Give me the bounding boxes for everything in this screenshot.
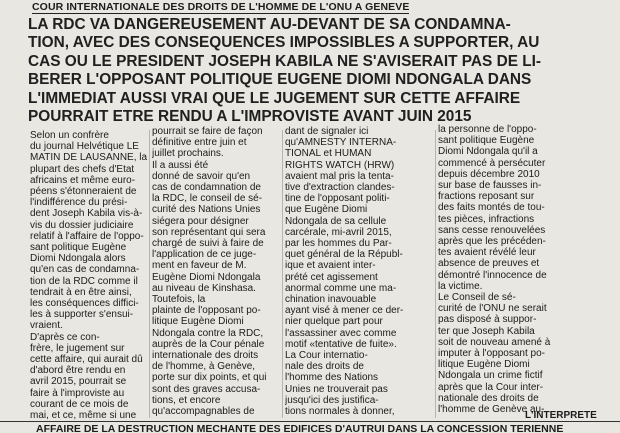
article-text-line: litique Eugène Diomi xyxy=(152,316,244,328)
column-divider xyxy=(282,130,283,418)
article-text-line: l'assassiner avec comme xyxy=(285,327,397,339)
article-text-line: Diomi Ndongala alors xyxy=(30,253,126,265)
article-text-line: dent Joseph Kabila vis-à- xyxy=(30,208,143,220)
article-text-line: pourrait se faire de façon xyxy=(152,126,263,137)
article-text-line: faire à l'improviste au xyxy=(30,387,125,399)
byline-signature: L'INTERPRETE xyxy=(525,410,597,421)
article-text-line: l'indifférence du prési- xyxy=(30,197,128,209)
article-text-line: des faits montés de tou- xyxy=(438,202,545,214)
article-text-line: l'application de ce juge- xyxy=(152,249,257,261)
article-text-line: RIGHTS WATCH (HRW) xyxy=(285,159,395,171)
article-text-line: la RDC, le conseil de sé- xyxy=(152,193,263,205)
article-column-2 xyxy=(152,126,280,416)
article-text-line: imputer à l'opposant po- xyxy=(438,348,545,360)
article-text-line: anormal comme une ma- xyxy=(285,282,397,294)
article-text-line: sant politique Eugène xyxy=(30,242,127,254)
article-text-line: tes pièces, infractions xyxy=(438,213,535,225)
article-text-line: qu'accompagnables de xyxy=(152,406,255,416)
article-text-line: plupart des chefs d'Etat xyxy=(30,163,135,175)
article-text-line: fractions reposant sur xyxy=(438,191,535,203)
article-text-line: démontré l'innocence de xyxy=(438,269,547,281)
article-text-line: absence de preuves et xyxy=(438,258,540,270)
article-text-line: motif «tentative de fuite». xyxy=(285,338,397,350)
article-text-line: curité des Nations Unies xyxy=(152,204,261,216)
article-text-line: Eugène Diomi Ndongala xyxy=(152,271,261,283)
article-text-line: tine de l'opposant politi- xyxy=(285,193,390,205)
article-text-line: Selon un confrère xyxy=(30,130,109,141)
article-text-line: les conséquences diffici- xyxy=(30,298,139,310)
article-text-line: ayant visé à mener ce der- xyxy=(285,305,404,317)
article-text-line: vis du dossier judiciaire xyxy=(30,219,134,231)
article-text-line: relatif à l'affaire de l'oppo- xyxy=(30,230,144,242)
article-text-line: chination inavouable xyxy=(285,294,377,306)
article-text-line: chargé de suivi à faire de xyxy=(152,238,264,250)
article-text-line: ter que Joseph Kabila xyxy=(438,325,535,337)
article-text-line: Ndongala un crime fictif xyxy=(438,370,543,382)
article-text-line: avaient mal pris la tenta- xyxy=(285,170,394,182)
article-text-line: du journal Helvétique LE xyxy=(30,141,139,153)
article-column-4 xyxy=(438,124,590,414)
article-text-line: nale des droits de xyxy=(285,361,364,373)
headline-line: CAS OU LE PRESIDENT JOSEPH KABILA NE S'AVISERAIT PAS DE LI- xyxy=(28,52,542,70)
article-text-line: juillet prochains. xyxy=(152,148,224,160)
headline-line: POURRAIT ETRE RENDU A L'IMPROVISTE AVANT JUIN 2015 xyxy=(28,108,472,126)
article-text-line: Ndongala de sa cellule xyxy=(285,215,387,227)
article-text-line: avril 2015, pourrait se xyxy=(30,376,127,388)
article-text-line: nier quelque part pour xyxy=(285,316,383,328)
article-text-line: curité de l'ONU ne serait xyxy=(438,303,547,315)
column-divider xyxy=(435,130,436,418)
article-text-line: ique et avaient inter- xyxy=(285,260,376,272)
article-text-line: carcérale, mi-avril 2015, xyxy=(285,226,392,238)
article-text-line: sant politique Eugène xyxy=(438,135,535,147)
article-text-line: africains et même euro- xyxy=(30,174,136,186)
next-article-headline: AFFAIRE DE LA DESTRUCTION MECHANTE DES EDIFICES D'AUTRUI DANS LA CONCESSION TERIENNE xyxy=(36,423,564,433)
article-text-line: Il a aussi été xyxy=(152,159,209,171)
article-text-line: Unies ne trouverait pas xyxy=(285,383,388,395)
article-text-line: prété cet agissement xyxy=(285,271,378,283)
article-text-line: définitive entre juin et xyxy=(152,137,247,149)
article-text-line: MATIN DE LAUSANNE, la xyxy=(30,152,147,164)
headline-line: LA RDC VA DANGEREUSEMENT AU-DEVANT DE SA CONDAMNA- xyxy=(28,16,511,33)
article-text-line: sont des graves accusa- xyxy=(152,383,261,395)
article-text-line: après que les précéden- xyxy=(438,236,546,248)
article-text-line: mai, et ce, même si une xyxy=(30,410,137,420)
article-text-line: vraient. xyxy=(30,320,63,332)
article-text-line: ment en faveur de M. xyxy=(152,260,247,272)
article-text-line: au niveau de Kinshasa. xyxy=(152,282,256,294)
headline-line: L'IMMEDIAT AUSSI VRAI QUE LE JUGEMENT SUR CETTE AFFAIRE xyxy=(28,89,521,107)
article-text-line: Le Conseil de sé- xyxy=(438,292,516,304)
article-text-line: l'homme des Nations xyxy=(285,372,379,384)
article-text-line: TIONAL et HUMAN xyxy=(285,148,372,160)
article-text-line: plainte de l'opposant po- xyxy=(152,305,261,317)
article-text-line: dant de signaler ici xyxy=(285,126,369,137)
article-text-line: la victime. xyxy=(438,280,483,292)
article-text-line: cas de condamnation de xyxy=(152,182,261,194)
article-text-line: depuis décembre 2010 xyxy=(438,168,540,180)
article-text-line: tes avaient révélé leur xyxy=(438,247,536,259)
article-text-line: tions normales à donner, xyxy=(285,406,395,416)
headline-line: TION, AVEC DES CONSEQUENCES IMPOSSIBLES A SUPPORTER, AU xyxy=(28,34,540,52)
article-text-line: sur base de fausses in- xyxy=(438,180,542,192)
headline xyxy=(28,16,614,126)
article-text-line: d'abord être rendu en xyxy=(30,365,126,377)
article-text-line: de l'homme, à Genève, xyxy=(152,361,256,373)
article-text-line: la personne de l'oppo- xyxy=(438,124,537,135)
article-text-line: siégera pour désigner xyxy=(152,215,249,227)
article-column-3 xyxy=(285,126,433,416)
article-text-line: commencé à persécuter xyxy=(438,157,546,169)
column-divider xyxy=(149,130,150,418)
article-text-line: internationale des droits xyxy=(152,350,259,362)
article-text-line: son représentant qui sera xyxy=(152,226,266,238)
article-text-line: quet général de la Républ- xyxy=(285,249,403,261)
article-text-line: pas disposé à suppor- xyxy=(438,314,537,326)
article-text-line: litique Eugène Diomi xyxy=(438,359,530,371)
article-text-line: tion de la RDC comme il xyxy=(30,275,138,287)
section-label: COUR INTERNATIONALE DES DROITS DE L'HOMME DE L'ONU A GENEVE xyxy=(32,1,410,13)
article-text-line: tive d'extraction clandes- xyxy=(285,182,395,194)
article-text-line: péens s'étonneraient de xyxy=(30,186,137,198)
article-text-line: D'après ce con- xyxy=(30,331,100,343)
article-text-line: frère, le jugement sur xyxy=(30,342,125,354)
article-text-line: l'homme de Genève au- xyxy=(438,404,545,414)
article-text-line: La Cour internatio- xyxy=(285,350,368,362)
article-text-line: par les hommes du Par- xyxy=(285,238,392,250)
article-text-line: qu'AMNESTY INTERNA- xyxy=(285,137,397,149)
article-text-line: tions, et encore xyxy=(152,394,221,406)
article-text-line: sans cesse renouvelées xyxy=(438,224,546,236)
article-body xyxy=(30,124,620,420)
article-text-line: Diomi Ndongala qu'il a xyxy=(438,146,538,158)
article-text-line: courant de ce mois de xyxy=(30,398,129,410)
article-text-line: cette affaire, qui aurait dû xyxy=(30,354,143,366)
article-text-line: jusqu'ici des justifica- xyxy=(285,394,379,406)
article-text-line: nationale des droits de xyxy=(438,392,539,404)
section-divider xyxy=(0,421,620,422)
article-text-line: qu'en cas de condamna- xyxy=(30,264,140,276)
article-text-line: après que la Cour inter- xyxy=(438,381,544,393)
article-column-1 xyxy=(30,130,147,420)
article-text-line: les à supporter s'ensui- xyxy=(30,309,134,321)
article-text-line: que Eugène Diomi xyxy=(285,204,368,216)
article-text-line: auprès de la Cour pénale xyxy=(152,338,265,350)
article-text-line: Toutefois, la xyxy=(152,294,206,306)
article-text-line: Ndongala contre la RDC, xyxy=(152,327,264,339)
article-text-line: soit de nouveau amené à xyxy=(438,336,551,348)
headline-line: BERER L'OPPOSANT POLITIQUE EUGENE DIOMI NDONGALA DANS xyxy=(28,71,532,89)
article-text-line: donné de savoir qu'en xyxy=(152,170,251,182)
article-text-line: porte sur dix points, et qui xyxy=(152,372,267,384)
article-text-line: tendrait à en être ainsi, xyxy=(30,286,132,298)
